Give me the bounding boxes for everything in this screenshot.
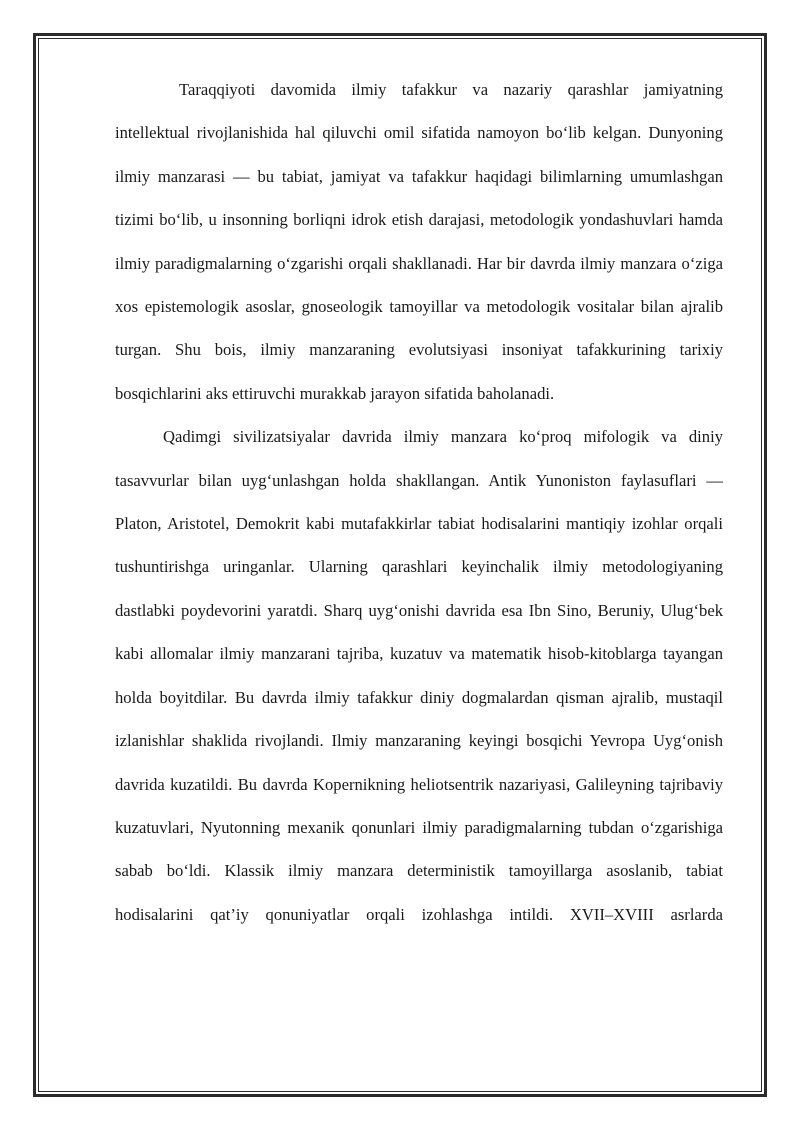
document-body — [115, 68, 723, 936]
paragraph-2: Qadimgi sivilizatsiyalar davrida ilmiy manzara ko‘proq mifologik va diniy tasavvurlar bilan uyg‘unlashgan holda shakllangan. Antik Yunoniston faylasuflari — Platon, Aristotel, Demokrit kabi mutafakkirlar tabiat hodisalarini mantiqiy izohlar orqali tushuntirishga uringanlar. Ularning qarashlari keyinchalik ilmiy metodologiyaning dastlabki poydevorini yaratdi. Sharq uyg‘onishi davrida esa Ibn Sino, Beruniy, Ulug‘bek kabi allomalar ilmiy manzarani tajriba, kuzatuv va matematik hisob-kitoblarga tayangan holda boyitdilar. Bu davrda ilmiy tafakkur diniy dogmalardan qisman ajralib, mustaqil izlanishlar shaklida rivojlandi. Ilmiy manzaraning keyingi bosqichi Yevropa Uyg‘onish davrida kuzatildi. Bu davrda Kopernikning heliotsentrik nazariyasi, Galileyning tajribaviy kuzatuvlari, Nyutonning mexanik qonunlari ilmiy paradigmalarning tubdan o‘zgarishiga sabab bo‘ldi. Klassik ilmiy manzara deterministik tamoyillarga asoslanib, tabiat hodisalarini qat’iy qonuniyatlar orqali izohlashga intildi. XVII–XVIII asrlarda — [115, 427, 723, 924]
paragraph-1: Taraqqiyoti davomida ilmiy tafakkur va nazariy qarashlar jamiyatning intellektual rivojlanishida hal qiluvchi omil sifatida namoyon bo‘lib kelgan. Dunyoning ilmiy manzarasi — bu tabiat, jamiyat va tafakkur haqidagi bilimlarning umumlashgan tizimi bo‘lib, u insonning borliqni idrok etish darajasi, metodologik yondashuvlari hamda ilmiy paradigmalarning o‘zgarishi orqali shakllanadi. Har bir davrda ilmiy manzara o‘ziga xos epistemologik asoslar, gnoseologik tamoyillar va metodologik vositalar bilan ajralib turgan. Shu bois, ilmiy manzaraning evolutsiyasi insoniyat tafakkurining tarixiy bosqichlarini aks ettiruvchi murakkab jarayon sifatida baholanadi. — [115, 80, 723, 403]
